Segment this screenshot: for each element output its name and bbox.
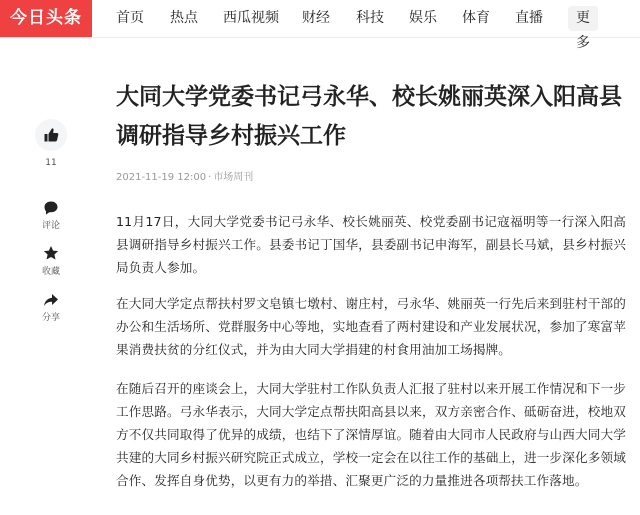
nav-item-sports[interactable]: 体育	[462, 10, 490, 26]
nav-item-live[interactable]: 直播	[515, 10, 543, 26]
star-icon	[43, 245, 59, 261]
nav-item-entertainment[interactable]: 娱乐	[409, 10, 437, 26]
comment-label: 评论	[41, 221, 60, 231]
nav-item-xigua-video[interactable]: 西瓜视频	[223, 10, 279, 26]
favorite-label: 收藏	[41, 267, 60, 277]
nav-item-hot[interactable]: 热点	[170, 10, 198, 26]
article-source[interactable]: 市场周刊	[213, 172, 254, 183]
like-count: 11	[45, 158, 57, 168]
nav-item-tech[interactable]: 科技	[356, 10, 384, 26]
nav-item-home[interactable]: 首页	[116, 10, 144, 26]
share-icon	[43, 292, 59, 308]
favorite-button[interactable]	[43, 245, 59, 265]
nav-item-finance[interactable]: 财经	[302, 10, 330, 26]
nav-more-button[interactable]: 更多	[568, 6, 598, 31]
article-paragraph: 在大同大学定点帮扶村罗文皂镇七墩村、谢庄村，弓永华、姚丽英一行先后来到驻村干部的办公和生活场所、党群服务中心等地，实地查看了两村建设和产业发展状况，参加了寒富苹果消费扶贫的分红仪式，并为由大同大学捐建的村食用油加工场揭牌。	[116, 296, 626, 357]
comment-button[interactable]	[43, 200, 59, 220]
comment-icon	[43, 200, 59, 216]
article-title: 大同大学党委书记弓永华、校长姚丽英深入阳高县调研指导乡村振兴工作	[116, 84, 622, 149]
publish-date: 2021-11-19 12:00	[116, 172, 207, 183]
article-paragraph: 11月17日，大同大学党委书记弓永华、校长姚丽英、校党委副书记寇福明等一行深入阳高县调研指导乡村振兴工作。县委书记丁国华，县委副书记申海军，副县长马斌，县乡村振兴局负责人参加。	[116, 214, 626, 275]
share-button[interactable]	[43, 292, 59, 312]
thumbs-up-icon	[43, 127, 59, 143]
share-label: 分享	[41, 313, 60, 323]
site-logo[interactable]: 今日头条	[0, 0, 92, 37]
top-nav-bar	[0, 0, 640, 51]
article-paragraph: 在随后召开的座谈会上，大同大学驻村工作队负责人汇报了驻村以来开展工作情况和下一步工作思路。弓永华表示，大同大学定点帮扶阳高县以来，双方亲密合作、砥砺奋进，校地双方不仅共同取得了优异的成绩，也结下了深情厚谊。随着由大同市人民政府与山西大同大学共建的大同乡村振兴研究院正式成立，学校一定会在以往工作的基础上，进一步深化多领域合作、发挥自身优势，以更有力的举措、汇聚更广泛的力量推进各项帮扶工作落地。	[116, 381, 626, 488]
article-meta: 2021-11-19 12:00 · 市场周刊	[116, 172, 254, 183]
like-button[interactable]	[35, 119, 67, 151]
